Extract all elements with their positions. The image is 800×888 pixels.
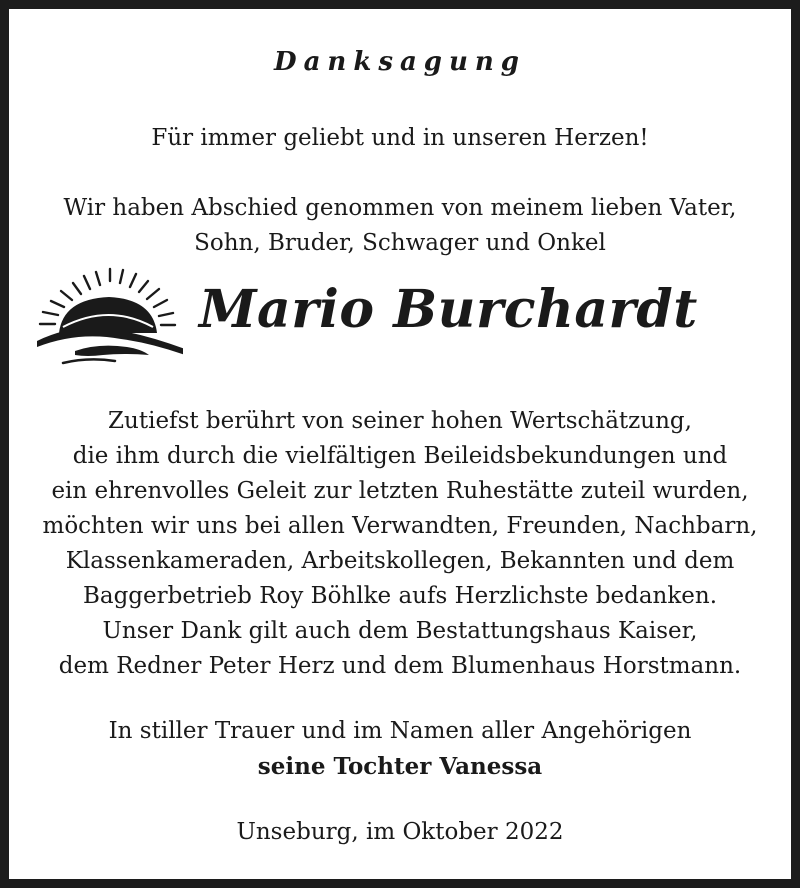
farewell-line: Wir haben Abschied genommen von meinem lieben Vater, — [63, 195, 737, 221]
farewell-line: Sohn, Bruder, Schwager und Onkel — [194, 230, 606, 256]
thanks-text — [9, 404, 791, 684]
thanks-line: Zutiefst berührt von seiner hohen Wertschätzung, — [108, 408, 692, 434]
thanks-line: die ihm durch die vielfältigen Beileidsbekundungen und — [72, 443, 728, 469]
farewell-text — [9, 191, 791, 261]
thanks-line: Unser Dank gilt auch dem Bestattungshaus Kaiser, — [102, 618, 698, 644]
signoff-line: In stiller Trauer und im Namen aller Angehörigen — [108, 718, 692, 744]
place-date: Unseburg, im Oktober 2022 — [236, 819, 564, 845]
thanks-line: dem Redner Peter Herz und dem Blumenhaus Horstmann. — [58, 653, 742, 679]
deceased-name: Mario Burchardt — [199, 279, 698, 340]
sunset-over-hills-icon — [23, 259, 183, 371]
signatory: seine Tochter Vanessa — [257, 753, 543, 780]
thanks-line: ein ehrenvolles Geleit zur letzten Ruhestätte zuteil wurden, — [51, 478, 749, 504]
thanks-line: möchten wir uns bei allen Verwandten, Freunden, Nachbarn, — [42, 513, 758, 539]
thanks-line: Baggerbetrieb Roy Böhlke aufs Herzlichste bedanken. — [82, 583, 718, 609]
intro-line: Für immer geliebt und in unseren Herzen! — [151, 125, 649, 151]
thanks-line: Klassenkameraden, Arbeitskollegen, Bekannten und dem — [65, 548, 735, 574]
signoff — [9, 714, 791, 784]
notice-heading: Danksagung — [274, 47, 526, 77]
name-row — [9, 259, 791, 369]
